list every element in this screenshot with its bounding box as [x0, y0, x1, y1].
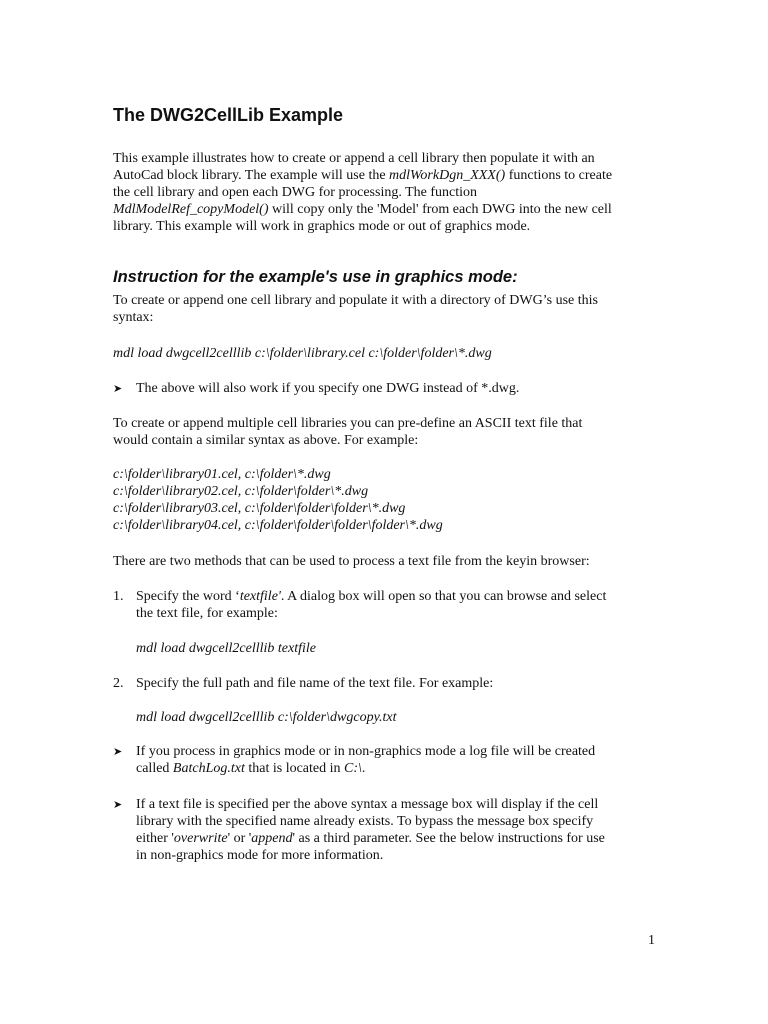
log-file-name: BatchLog.txt [172, 761, 245, 776]
arrow-bullet-icon: ➤ [113, 798, 123, 811]
bullet-log-line-2 [136, 760, 595, 777]
bullet-log-file-text [136, 743, 595, 777]
arrow-bullet-icon: ➤ [113, 382, 123, 395]
command-example-fullpath: mdl load dwgcell2celllib c:\folder\dwgcopy.txt [136, 710, 397, 725]
msg-post: ' as a third parameter. See the below instructions for use [292, 831, 605, 846]
intro-line-1: This example illustrates how to create or append a cell library then populate it with an [113, 151, 595, 166]
para1-line-2: syntax: [113, 310, 154, 325]
example-list [113, 466, 658, 534]
keyword-append: append [251, 831, 293, 846]
function-name-copymodel: MdlModelRef_copyModel() [113, 202, 269, 217]
example-line-2: c:\folder\library02.cel, c:\folder\folder\*.dwg [113, 484, 369, 499]
method-item-1-line-2: the text file, for example: [136, 606, 278, 621]
intro-line-5: library. This example will work in graphics mode or out of graphics mode. [113, 219, 531, 234]
example-line-1: c:\folder\library01.cel, c:\folder\*.dwg [113, 467, 331, 482]
bullet-msg-line-4: in non-graphics mode for more information. [136, 848, 384, 863]
bullet-msg-line-3 [136, 830, 605, 847]
msg-mid: ' or ' [227, 831, 252, 846]
bullet-msg-line-1: If a text file is specified per the above syntax a message box will display if the cell [136, 797, 599, 812]
item1-post: . A dialog box will open so that you can browse and select [280, 589, 607, 604]
intro-line-3: the cell library and open each DWG for processing. The function [113, 185, 477, 200]
item-number: 1. [113, 589, 124, 604]
example-line-4: c:\folder\library04.cel, c:\folder\folder\folder\folder\*.dwg [113, 518, 443, 533]
log-mid: that is located in [244, 761, 345, 776]
intro-line-4-tail: will copy only the 'Model' from each DWG into the new cell [268, 202, 612, 217]
bullet-log-line-1: If you process in graphics mode or in non-graphics mode a log file will be created [136, 744, 596, 759]
bullet-msg-line-2: library with the specified name already exists. To bypass the message box specify [136, 814, 594, 829]
intro-paragraph [113, 150, 658, 235]
item1-pre: Specify the word ‘ [136, 589, 240, 604]
intro-line-2 [113, 167, 658, 184]
paragraph-multiple-libraries [113, 415, 658, 449]
msg-pre: either ' [136, 831, 174, 846]
method-item-1-text [136, 588, 606, 622]
para2-line-1: To create or append multiple cell libraries you can pre-define an ASCII text file that [113, 416, 583, 431]
item-number: 2. [113, 676, 124, 691]
keyword-textfile: textfile' [239, 589, 281, 604]
intro-line-4 [113, 201, 658, 218]
section-heading: Instruction for the example's use in graphics mode: [113, 268, 518, 286]
para1-line-1: To create or append one cell library and populate it with a directory of DWG’s use this [113, 293, 598, 308]
log-pre: called [136, 761, 173, 776]
function-name-workdgn: mdlWorkDgn_XXX() [389, 168, 506, 183]
page-number: 1 [648, 933, 655, 948]
log-post: . [361, 761, 366, 776]
page-title: The DWG2CellLib Example [113, 105, 344, 125]
intro-line-2-tail: functions to create [505, 168, 613, 183]
command-example-textfile: mdl load dwgcell2celllib textfile [136, 641, 317, 656]
method-item-2-text: Specify the full path and file name of the text file. For example: [136, 676, 494, 691]
example-line-3: c:\folder\library03.cel, c:\folder\folder\folder\*.dwg [113, 501, 406, 516]
paragraph-one-library [113, 292, 658, 326]
command-example-1: mdl load dwgcell2celllib c:\folder\library.cel c:\folder\folder\*.dwg [113, 346, 492, 361]
arrow-bullet-icon: ➤ [113, 745, 123, 758]
keyword-overwrite: overwrite [173, 831, 228, 846]
intro-line-2-text: AutoCad block library. The example will use the [113, 168, 390, 183]
method-item-1-line-1 [136, 588, 606, 605]
log-file-path: C:\ [344, 761, 362, 776]
bullet-one-dwg-text: The above will also work if you specify one DWG instead of *.dwg. [136, 381, 520, 396]
bullet-message-box-text [136, 796, 605, 864]
para2-line-2: would contain a similar syntax as above. For example: [113, 433, 419, 448]
paragraph-two-methods: There are two methods that can be used to process a text file from the keyin browser: [113, 554, 590, 569]
